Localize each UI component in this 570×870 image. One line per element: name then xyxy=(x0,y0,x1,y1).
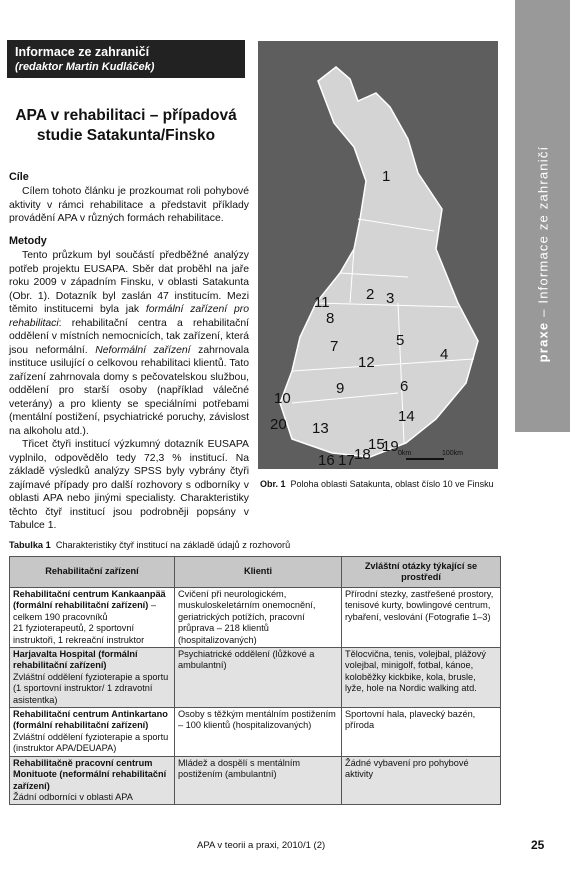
section-editor: (redaktor Martin Kudláček) xyxy=(15,61,155,73)
region-label-10: 10 xyxy=(274,390,291,407)
institution-name: Rehabilitačně pracovní centrum Monituote (neformální rehabilitační zařízení) xyxy=(13,757,167,791)
region-label-9: 9 xyxy=(336,380,345,397)
institution-detail: Zvláštní oddělení fyzioterapie a sportu (1 sportovní instruktor/ 1 zdravotní asistentka) xyxy=(13,671,169,705)
institution-name: Rehabilitační centrum Antinkartano (formální rehabilitační zařízení) xyxy=(13,709,168,731)
finland-map xyxy=(258,41,498,469)
side-tab-bold: praxe xyxy=(535,321,550,362)
metody-paragraph-1 xyxy=(9,249,249,438)
region-label-13: 13 xyxy=(312,420,329,437)
table-cell-zarizeni xyxy=(10,588,175,648)
region-label-11: 11 xyxy=(314,294,330,311)
metody-emphasis-formal: formální zařízení pro rehabilitaci xyxy=(9,304,249,329)
article-title-line-2: studie Satakunta/Finsko xyxy=(36,127,216,144)
metody-emphasis-informal: Neformální zařízení xyxy=(95,344,191,356)
metody-text-a: Tento průzkum byl součástí předběžné analýzy potřeb projektu EUSAPA. Sběr dat proběhl na jaře roku 2009 v západním Finsku, v oblasti Satakunta (Obr. 1). Dotazník byl zaslán 47 institucím. Mezi těmito institucemi byla jak xyxy=(9,250,249,315)
finland-map-figure xyxy=(258,41,498,469)
region-label-3: 3 xyxy=(386,290,395,307)
table-header-row xyxy=(10,557,501,588)
metody-heading: Metody xyxy=(9,235,47,247)
table-row xyxy=(10,708,501,757)
table-cell-zarizeni xyxy=(10,648,175,708)
article-title-line-1: APA v rehabilitaci – případová xyxy=(15,107,237,124)
region-label-20: 20 xyxy=(270,416,287,433)
table-header-zarizeni: Rehabilitační zařízení xyxy=(10,557,175,588)
figure-caption xyxy=(260,478,500,490)
region-label-7: 7 xyxy=(330,338,339,355)
region-label-8: 8 xyxy=(326,310,335,327)
figure-caption-text: Poloha oblasti Satakunta, oblast číslo 10 ve Finsku xyxy=(290,479,494,489)
metody-text-b: : rehabilitační centra a rehabilitační oddělení v místních nemocnicích, tak zařízení, která jsou neformální. xyxy=(9,317,249,356)
region-label-15: 15 xyxy=(368,436,385,453)
side-tab-text xyxy=(515,10,570,430)
cile-paragraph: Cílem tohoto článku je prozkoumat roli pohybové aktivity v rámci rehabilitace a představit příklady provádění APA v různých formách rehabilitace. xyxy=(9,186,249,224)
table-caption-label: Tabulka 1 xyxy=(9,540,51,550)
table-cell-klienti: Psychiatrické oddělení (lůžkové a ambulantní) xyxy=(175,648,342,708)
institution-detail: Žádní odborníci v oblasti APA xyxy=(13,791,133,802)
table-caption-text: Charakteristiky čtyř institucí na základě údajů z rozhovorů xyxy=(55,540,291,550)
institution-name: Harjavalta Hospital (formální rehabilitační zařízení) xyxy=(13,649,138,671)
metody-paragraph-2: Třicet čtyři institucí výzkumný dotazník EUSAPA vyplnilo, odpovědělo tedy 72,3 % institucí. Na základě výsledků analýzy SPSS byly vybrány čtyři zajímavé případy pro další rozhovory s odborníky v oblasti APA nebo jinými specialisty. Charakteristiky těchto čtyř institucí jsou podrobněji popsány v Tabulce 1. xyxy=(9,439,249,531)
table-header-klienti: Klienti xyxy=(175,557,342,588)
table-cell-klienti: Mládež a dospělí s mentálním postižením (ambulantní) xyxy=(175,756,342,805)
region-label-4: 4 xyxy=(440,346,449,363)
table-row xyxy=(10,648,501,708)
table-cell-prostredi: Sportovní hala, plavecký bazén, příroda xyxy=(342,708,501,757)
table-caption xyxy=(9,540,290,550)
institution-detail: 21 fyzioterapeutů, 2 sportovní instruktoři, 1 rekreační instruktor xyxy=(13,623,145,645)
region-label-17: 17 xyxy=(338,452,355,469)
table-cell-prostredi: Tělocvična, tenis, volejbal, plážový volejbal, minigolf, fotbal, kánoe, koloběžky kickbike, kola, brusle, lyže, hole na Nordic walking atd. xyxy=(342,648,501,708)
region-label-6: 6 xyxy=(400,378,409,395)
region-label-18: 18 xyxy=(354,446,371,463)
institution-detail: Zvláštní oddělení fyzioterapie a sportu (instruktor APA/DEUAPA) xyxy=(13,731,169,754)
section-metody xyxy=(9,234,249,533)
table-cell-zarizeni xyxy=(10,708,175,757)
metody-text-c: zahrnovala instituce usilující o celkovou rehabilitaci klientů. Tato zařízení zahrnovala domy s pečovatelskou službou, oddělení pro starší osoby (například válečné veterány) a pro klienty se speciálními potřebami (mentální postižení, psychiatrické poruchy, závislost na alkoholu atd.). xyxy=(9,344,249,437)
table-row xyxy=(10,756,501,805)
table-cell-prostredi: Žádné vybavení pro pohybové aktivity xyxy=(342,756,501,805)
figure-label: Obr. 1 xyxy=(260,479,286,489)
section-rubric xyxy=(7,40,245,78)
section-title: Informace ze zahraničí xyxy=(15,45,150,59)
section-cile xyxy=(9,170,249,226)
table-cell-prostredi: Přírodní stezky, zastřešené prostory, tenisové kurty, bowlingové centrum, rybaření, veslování (Fotografie 1–3) xyxy=(342,588,501,648)
page-number: 25 xyxy=(531,838,545,852)
institutions-table xyxy=(9,556,501,805)
region-label-19: 19 xyxy=(382,438,399,455)
region-label-2: 2 xyxy=(366,286,375,303)
region-label-16: 16 xyxy=(318,452,335,469)
table-row xyxy=(10,588,501,648)
table-header-prostredi: Zvláštní otázky týkající se prostředí xyxy=(342,557,501,588)
cile-heading: Cíle xyxy=(9,171,29,183)
table-cell-klienti: Osoby s těžkým mentálním postižením – 100 klientů (hospitalizovaných) xyxy=(175,708,342,757)
institution-staff: – celkem 190 pracovníků xyxy=(13,600,156,622)
article-title xyxy=(7,106,245,146)
table-cell-zarizeni xyxy=(10,756,175,805)
institution-name: Rehabilitační centrum Kankaanpää (formální rehabilitační zařízení) xyxy=(13,589,166,611)
scale-left-label: 0km xyxy=(398,450,412,457)
region-label-12: 12 xyxy=(358,354,375,371)
side-tab-rest: – Informace ze zahraničí xyxy=(535,145,550,322)
region-label-14: 14 xyxy=(398,408,415,425)
scale-right-label: 100km xyxy=(442,450,464,457)
region-label-5: 5 xyxy=(396,332,405,349)
journal-citation: APA v teorii a praxi, 2010/1 (2) xyxy=(197,840,326,851)
region-label-1: 1 xyxy=(382,168,391,185)
table-cell-klienti: Cvičení při neurologickém, muskuloskeletárním onemocnění, geriatrických potížích, pracovní průprava – 218 klientů (hospitalizovaných) xyxy=(175,588,342,648)
